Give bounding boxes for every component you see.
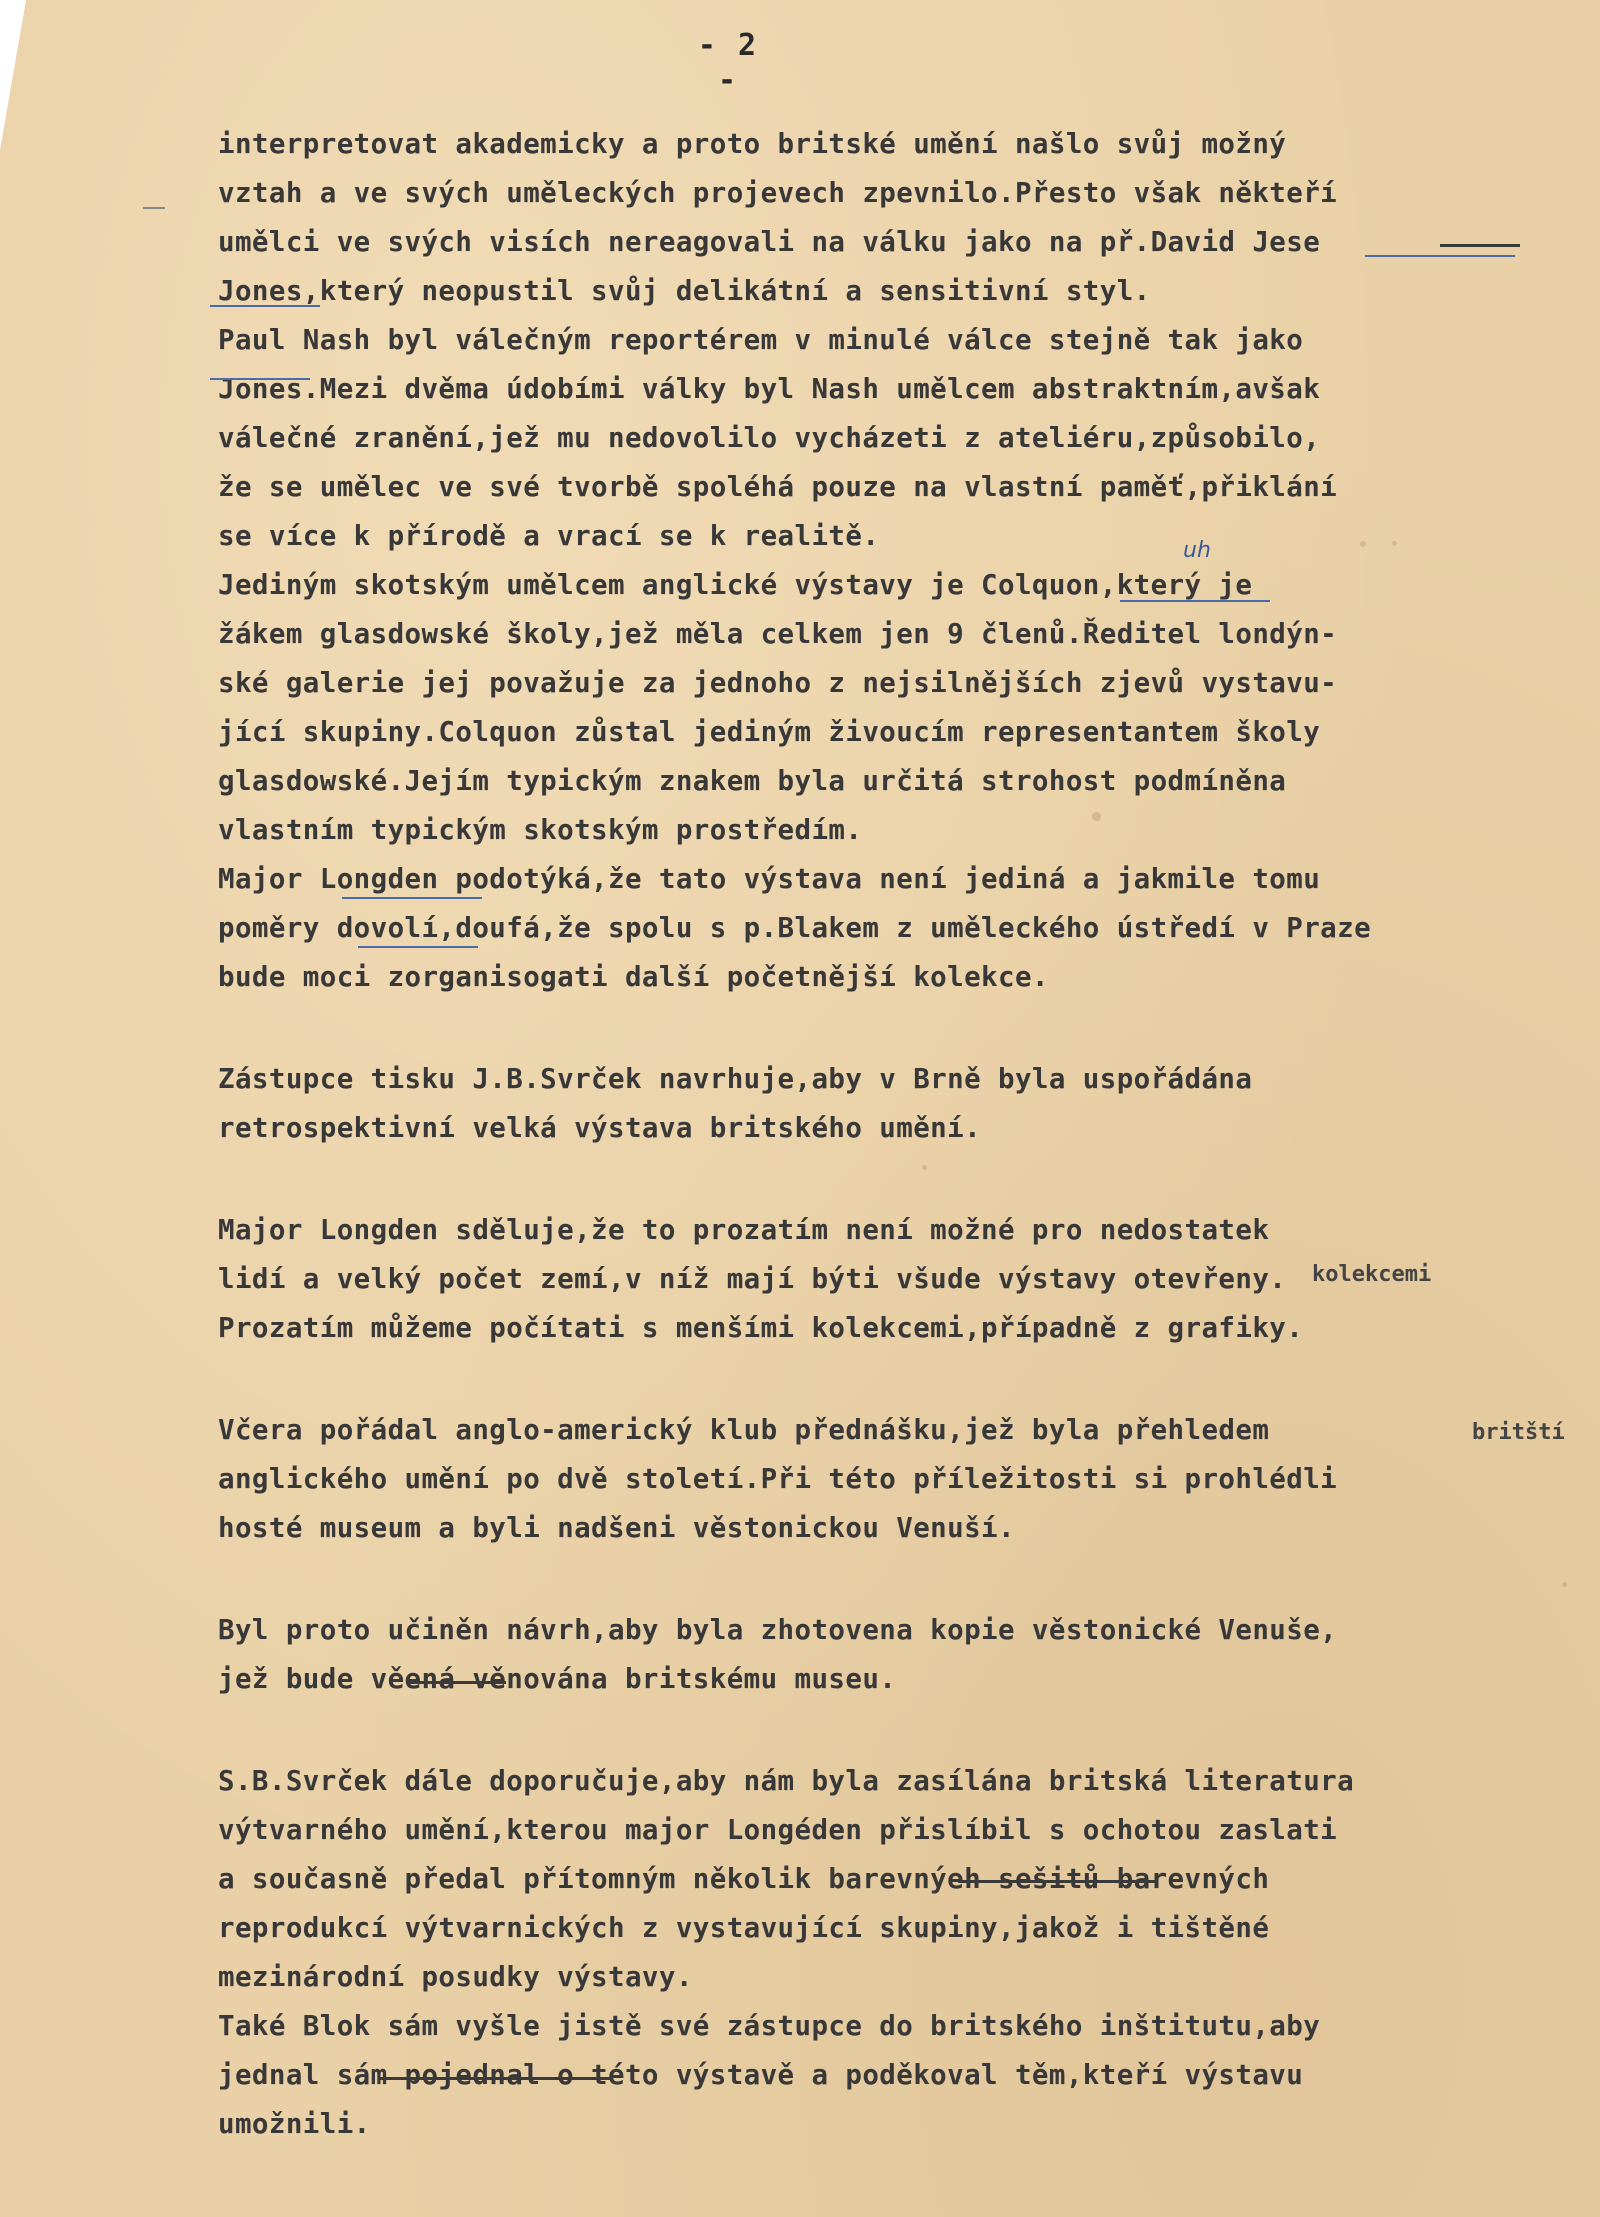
text-line-20: retrospektivní velká výstava britského umění. [218, 1112, 982, 1144]
text-line-4: Jones,který neopustil svůj delikátní a sensitivní styl. [218, 275, 1151, 307]
strikethrough-mark [380, 2077, 610, 2080]
text-line-14: glasdowské.Jejím typickým znakem byla určitá strohost podmíněna [218, 765, 1287, 797]
paper-stain [1092, 812, 1101, 821]
text-line-35: jednal sám pojednal o této výstavě a poděkoval těm,kteří výstavu [218, 2059, 1304, 2091]
strikethrough-mark [1440, 244, 1520, 247]
paper-stain [1562, 1582, 1567, 1587]
typed-insert-kolekcemi: kolekcemi [1312, 1262, 1432, 1287]
text-line-23: Prozatím můžeme počítati s menšími kolekcemi,případně z grafiky. [218, 1312, 1304, 1344]
text-line-19: Zástupce tisku J.B.Svrček navrhuje,aby v Brně byla uspořádána [218, 1063, 1253, 1095]
text-line-12: ské galerie jej považuje za jednoho z nejsilnějších zjevů vystavu- [218, 667, 1338, 699]
text-line-5: Paul Nash byl válečným reportérem v minulé válce stejně tak jako [218, 324, 1304, 356]
text-line-25: anglického umění po dvě století.Při této příležitosti si prohlédli [218, 1463, 1338, 1495]
page-number: - 2 - [697, 28, 759, 98]
torn-corner [0, 0, 26, 150]
text-line-30: výtvarného umění,kterou major Longéden přislíbil s ochotou zaslati [218, 1814, 1338, 1846]
text-line-18: bude moci zorganisogati další početnější kolekce. [218, 961, 1049, 993]
text-line-36: umožnili. [218, 2108, 371, 2140]
text-line-8: že se umělec ve své tvorbě spoléhá pouze na vlastní paměť,přiklání [218, 471, 1338, 503]
text-line-3: umělci ve svých visích nereagovali na válku jako na př.David Jese [218, 226, 1321, 258]
text-line-27: Byl proto učiněn návrh,aby byla zhotovena kopie věstonické Venuše, [218, 1614, 1338, 1646]
paper-stain [922, 1165, 927, 1170]
text-line-13: jící skupiny.Colquon zůstal jediným živoucím representantem školy [218, 716, 1321, 748]
text-line-1: interpretovat akademicky a proto britské umění našlo svůj možný [218, 128, 1287, 160]
text-line-31: a současně předal přítomným několik barevnýeh sešitů barevných [218, 1863, 1270, 1895]
paper-stain [1360, 541, 1366, 547]
pen-underline [1365, 255, 1515, 257]
text-line-22: lidí a velký počet zemí,v níž mají býti všude výstavy otevřeny. [218, 1263, 1287, 1295]
text-line-17: poměry dovolí,doufá,že spolu s p.Blakem z uměleckého ústředí v Praze [218, 912, 1372, 944]
pen-underline [1120, 600, 1270, 602]
text-line-6: Jones.Mezi dvěma údobími války byl Nash umělcem abstraktním,avšak [218, 373, 1321, 405]
text-line-15: vlastním typickým skotským prostředím. [218, 814, 863, 846]
strikethrough-mark [958, 1880, 1158, 1883]
text-line-21: Major Longden sděluje,že to prozatím není možné pro nedostatek [218, 1214, 1270, 1246]
pen-underline [210, 378, 310, 380]
pen-underline [210, 305, 320, 307]
text-line-9: se více k přírodě a vrací se k realitě. [218, 520, 880, 552]
typed-insert-britsti: britští [1472, 1420, 1565, 1445]
text-line-16: Major Longden podotýká,že tato výstava není jediná a jakmile tomu [218, 863, 1321, 895]
text-line-7: válečné zranění,jež mu nedovolilo vycházeti z ateliéru,způsobilo, [218, 422, 1321, 454]
handwritten-insert-uh: uh [1183, 538, 1211, 563]
text-line-32: reprodukcí výtvarnických z vystavující skupiny,jakož i tištěné [218, 1912, 1270, 1944]
strikethrough-mark [406, 1681, 506, 1684]
text-line-2: vztah a ve svých uměleckých projevech zpevnilo.Přesto však někteří [218, 177, 1338, 209]
paper-stain [1392, 541, 1397, 546]
pen-underline [342, 897, 482, 899]
margin-mark [143, 207, 165, 209]
text-line-10: Jediným skotským umělcem anglické výstavy je Colquon,který je [218, 569, 1253, 601]
text-line-26: hosté museum a byli nadšeni věstonickou Venuší. [218, 1512, 1015, 1544]
text-line-34: Také Blok sám vyšle jistě své zástupce do britského inštitutu,aby [218, 2010, 1321, 2042]
text-line-29: S.B.Svrček dále doporučuje,aby nám byla zasílána britská literatura [218, 1765, 1355, 1797]
text-line-24: Včera pořádal anglo-americký klub přednášku,jež byla přehledem [218, 1414, 1270, 1446]
text-line-33: mezinárodní posudky výstavy. [218, 1961, 693, 1993]
text-line-11: žákem glasdowské školy,jež měla celkem jen 9 členů.Ředitel londýn- [218, 618, 1338, 650]
text-line-28: jež bude věená věnována britskému museu. [218, 1663, 897, 1695]
pen-underline [358, 946, 478, 948]
